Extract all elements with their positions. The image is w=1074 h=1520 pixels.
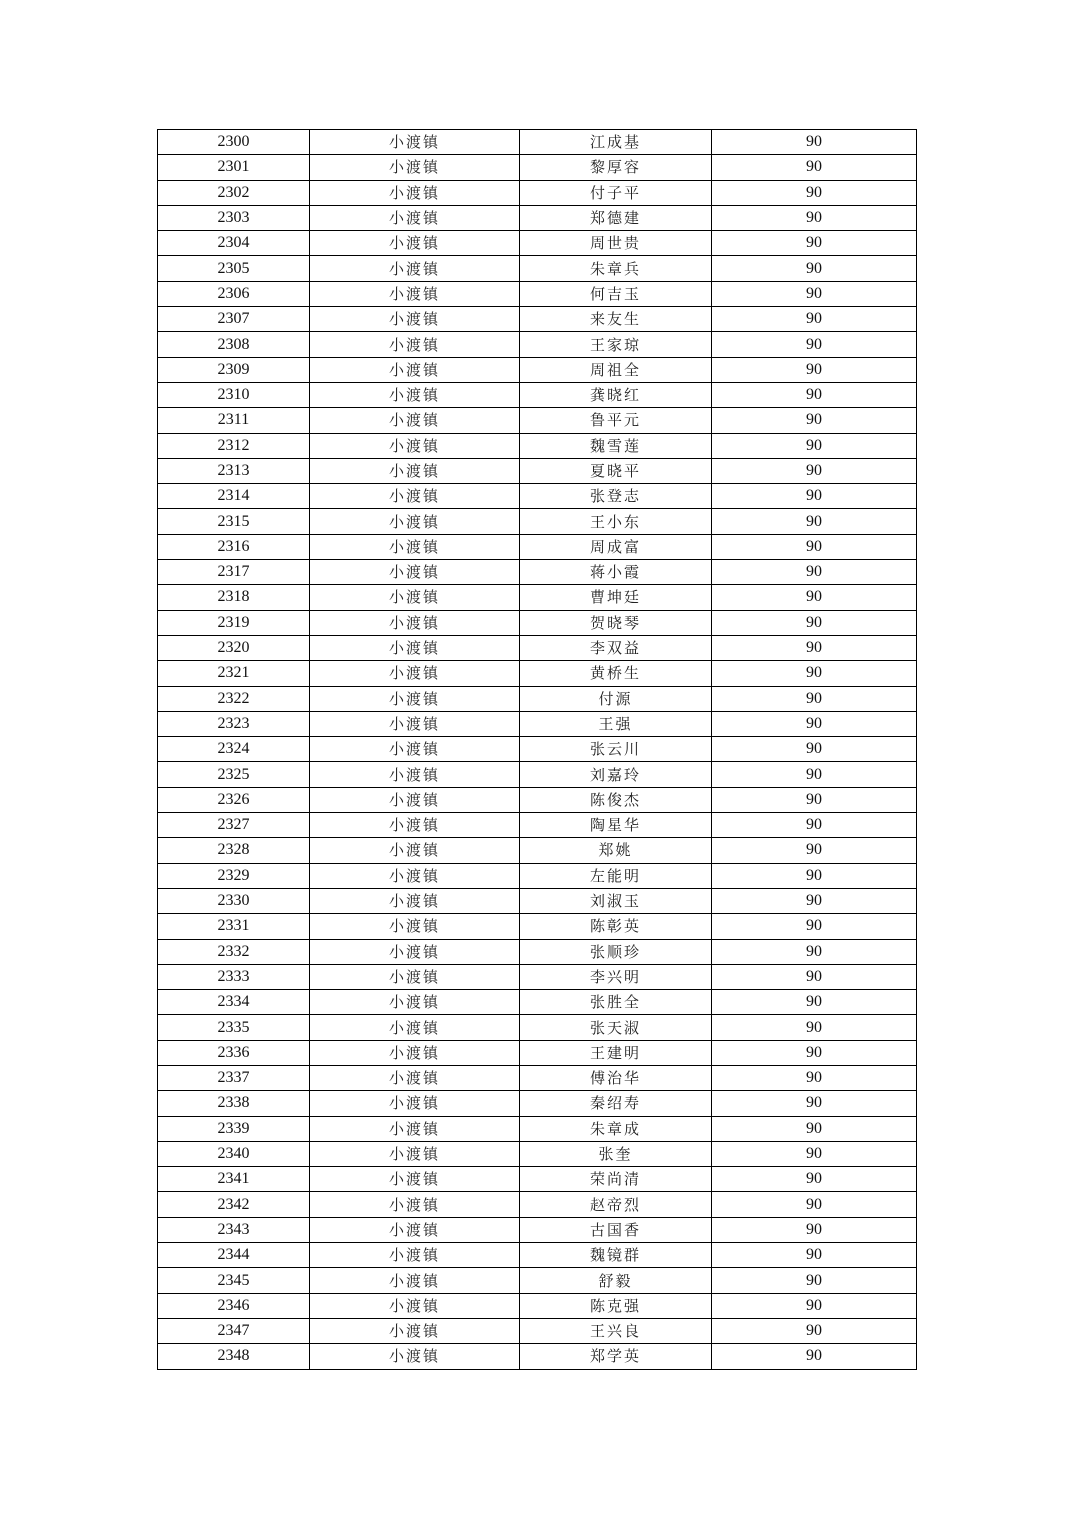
table-row — [158, 1015, 917, 1040]
serial-number-cell: 2327 — [158, 813, 310, 838]
name-cell: 张奎 — [520, 1141, 712, 1166]
score-cell: 90 — [712, 610, 917, 635]
score-cell: 90 — [712, 205, 917, 230]
serial-number-cell: 2334 — [158, 990, 310, 1015]
town-cell: 小渡镇 — [310, 1040, 520, 1065]
name-cell: 朱章成 — [520, 1116, 712, 1141]
table-row — [158, 1091, 917, 1116]
name-cell: 陈俊杰 — [520, 787, 712, 812]
town-cell: 小渡镇 — [310, 863, 520, 888]
name-cell: 何吉玉 — [520, 281, 712, 306]
score-cell: 90 — [712, 711, 917, 736]
table-row — [158, 914, 917, 939]
name-cell: 张胜全 — [520, 990, 712, 1015]
score-cell: 90 — [712, 382, 917, 407]
serial-number-cell: 2325 — [158, 762, 310, 787]
name-cell: 李双益 — [520, 635, 712, 660]
table-row — [158, 484, 917, 509]
town-cell: 小渡镇 — [310, 1015, 520, 1040]
town-cell: 小渡镇 — [310, 332, 520, 357]
town-cell: 小渡镇 — [310, 1344, 520, 1369]
name-cell: 郑姚 — [520, 838, 712, 863]
town-cell: 小渡镇 — [310, 1116, 520, 1141]
town-cell: 小渡镇 — [310, 1243, 520, 1268]
town-cell: 小渡镇 — [310, 458, 520, 483]
score-cell: 90 — [712, 964, 917, 989]
name-cell: 付子平 — [520, 180, 712, 205]
town-cell: 小渡镇 — [310, 1065, 520, 1090]
serial-number-cell: 2303 — [158, 205, 310, 230]
score-cell: 90 — [712, 1141, 917, 1166]
table-row — [158, 888, 917, 913]
town-cell: 小渡镇 — [310, 130, 520, 155]
score-cell: 90 — [712, 231, 917, 256]
name-cell: 夏晓平 — [520, 458, 712, 483]
table-row — [158, 1293, 917, 1318]
table-row — [158, 1318, 917, 1343]
town-cell: 小渡镇 — [310, 560, 520, 585]
table-row — [158, 458, 917, 483]
score-cell: 90 — [712, 155, 917, 180]
score-cell: 90 — [712, 130, 917, 155]
serial-number-cell: 2346 — [158, 1293, 310, 1318]
serial-number-cell: 2313 — [158, 458, 310, 483]
table-row — [158, 737, 917, 762]
town-cell: 小渡镇 — [310, 585, 520, 610]
score-cell: 90 — [712, 939, 917, 964]
name-cell: 郑德建 — [520, 205, 712, 230]
table-row — [158, 357, 917, 382]
name-cell: 鲁平元 — [520, 408, 712, 433]
score-cell: 90 — [712, 307, 917, 332]
serial-number-cell: 2329 — [158, 863, 310, 888]
table-row — [158, 863, 917, 888]
town-cell: 小渡镇 — [310, 1192, 520, 1217]
name-cell: 张登志 — [520, 484, 712, 509]
town-cell: 小渡镇 — [310, 408, 520, 433]
town-cell: 小渡镇 — [310, 888, 520, 913]
score-cell: 90 — [712, 534, 917, 559]
town-cell: 小渡镇 — [310, 1091, 520, 1116]
town-cell: 小渡镇 — [310, 838, 520, 863]
serial-number-cell: 2316 — [158, 534, 310, 559]
name-cell: 江成基 — [520, 130, 712, 155]
serial-number-cell: 2338 — [158, 1091, 310, 1116]
serial-number-cell: 2322 — [158, 686, 310, 711]
town-cell: 小渡镇 — [310, 737, 520, 762]
town-cell: 小渡镇 — [310, 256, 520, 281]
table-row — [158, 155, 917, 180]
table-row — [158, 1065, 917, 1090]
name-cell: 曹坤廷 — [520, 585, 712, 610]
score-cell: 90 — [712, 332, 917, 357]
town-cell: 小渡镇 — [310, 231, 520, 256]
name-cell: 周祖全 — [520, 357, 712, 382]
town-cell: 小渡镇 — [310, 661, 520, 686]
score-cell: 90 — [712, 1192, 917, 1217]
table-row — [158, 762, 917, 787]
score-cell: 90 — [712, 1091, 917, 1116]
name-cell: 刘淑玉 — [520, 888, 712, 913]
name-cell: 秦绍寿 — [520, 1091, 712, 1116]
town-cell: 小渡镇 — [310, 534, 520, 559]
serial-number-cell: 2340 — [158, 1141, 310, 1166]
serial-number-cell: 2342 — [158, 1192, 310, 1217]
serial-number-cell: 2305 — [158, 256, 310, 281]
serial-number-cell: 2341 — [158, 1167, 310, 1192]
name-cell: 周世贵 — [520, 231, 712, 256]
serial-number-cell: 2310 — [158, 382, 310, 407]
score-cell: 90 — [712, 762, 917, 787]
score-cell: 90 — [712, 509, 917, 534]
town-cell: 小渡镇 — [310, 711, 520, 736]
serial-number-cell: 2321 — [158, 661, 310, 686]
name-cell: 张云川 — [520, 737, 712, 762]
score-cell: 90 — [712, 357, 917, 382]
score-cell: 90 — [712, 180, 917, 205]
name-cell: 王家琼 — [520, 332, 712, 357]
score-cell: 90 — [712, 585, 917, 610]
table-row — [158, 1243, 917, 1268]
name-cell: 张顺珍 — [520, 939, 712, 964]
name-cell: 刘嘉玲 — [520, 762, 712, 787]
score-cell: 90 — [712, 408, 917, 433]
table-row — [158, 231, 917, 256]
table-row — [158, 1344, 917, 1369]
score-cell: 90 — [712, 560, 917, 585]
serial-number-cell: 2330 — [158, 888, 310, 913]
score-cell: 90 — [712, 1293, 917, 1318]
table-row — [158, 307, 917, 332]
roster-table-body — [158, 130, 917, 1370]
name-cell: 傅治华 — [520, 1065, 712, 1090]
score-cell: 90 — [712, 1015, 917, 1040]
serial-number-cell: 2315 — [158, 509, 310, 534]
table-row — [158, 130, 917, 155]
score-cell: 90 — [712, 1167, 917, 1192]
name-cell: 贺晓琴 — [520, 610, 712, 635]
table-row — [158, 686, 917, 711]
score-cell: 90 — [712, 433, 917, 458]
table-row — [158, 332, 917, 357]
table-row — [158, 1167, 917, 1192]
table-row — [158, 939, 917, 964]
name-cell: 陈克强 — [520, 1293, 712, 1318]
serial-number-cell: 2301 — [158, 155, 310, 180]
town-cell: 小渡镇 — [310, 1217, 520, 1242]
table-row — [158, 838, 917, 863]
table-row — [158, 382, 917, 407]
town-cell: 小渡镇 — [310, 813, 520, 838]
score-cell: 90 — [712, 1065, 917, 1090]
score-cell: 90 — [712, 990, 917, 1015]
town-cell: 小渡镇 — [310, 433, 520, 458]
score-cell: 90 — [712, 256, 917, 281]
table-row — [158, 661, 917, 686]
score-cell: 90 — [712, 1040, 917, 1065]
town-cell: 小渡镇 — [310, 155, 520, 180]
score-cell: 90 — [712, 737, 917, 762]
serial-number-cell: 2311 — [158, 408, 310, 433]
town-cell: 小渡镇 — [310, 635, 520, 660]
score-cell: 90 — [712, 914, 917, 939]
town-cell: 小渡镇 — [310, 281, 520, 306]
score-cell: 90 — [712, 863, 917, 888]
town-cell: 小渡镇 — [310, 484, 520, 509]
score-cell: 90 — [712, 813, 917, 838]
roster-table — [157, 129, 917, 1370]
serial-number-cell: 2317 — [158, 560, 310, 585]
score-cell: 90 — [712, 1344, 917, 1369]
name-cell: 朱章兵 — [520, 256, 712, 281]
serial-number-cell: 2300 — [158, 130, 310, 155]
table-row — [158, 635, 917, 660]
name-cell: 张天淑 — [520, 1015, 712, 1040]
serial-number-cell: 2335 — [158, 1015, 310, 1040]
serial-number-cell: 2307 — [158, 307, 310, 332]
name-cell: 王建明 — [520, 1040, 712, 1065]
town-cell: 小渡镇 — [310, 1141, 520, 1166]
name-cell: 来友生 — [520, 307, 712, 332]
name-cell: 王小东 — [520, 509, 712, 534]
table-row — [158, 408, 917, 433]
serial-number-cell: 2332 — [158, 939, 310, 964]
serial-number-cell: 2345 — [158, 1268, 310, 1293]
table-row — [158, 1040, 917, 1065]
name-cell: 郑学英 — [520, 1344, 712, 1369]
score-cell: 90 — [712, 635, 917, 660]
serial-number-cell: 2306 — [158, 281, 310, 306]
serial-number-cell: 2333 — [158, 964, 310, 989]
table-row — [158, 610, 917, 635]
town-cell: 小渡镇 — [310, 1318, 520, 1343]
name-cell: 荣尚清 — [520, 1167, 712, 1192]
name-cell: 舒毅 — [520, 1268, 712, 1293]
serial-number-cell: 2344 — [158, 1243, 310, 1268]
score-cell: 90 — [712, 1268, 917, 1293]
name-cell: 周成富 — [520, 534, 712, 559]
serial-number-cell: 2309 — [158, 357, 310, 382]
serial-number-cell: 2326 — [158, 787, 310, 812]
serial-number-cell: 2328 — [158, 838, 310, 863]
serial-number-cell: 2331 — [158, 914, 310, 939]
serial-number-cell: 2337 — [158, 1065, 310, 1090]
score-cell: 90 — [712, 1217, 917, 1242]
name-cell: 黄桥生 — [520, 661, 712, 686]
table-row — [158, 1141, 917, 1166]
table-row — [158, 560, 917, 585]
table-row — [158, 990, 917, 1015]
score-cell: 90 — [712, 484, 917, 509]
serial-number-cell: 2308 — [158, 332, 310, 357]
table-row — [158, 180, 917, 205]
name-cell: 陈彰英 — [520, 914, 712, 939]
town-cell: 小渡镇 — [310, 1293, 520, 1318]
table-row — [158, 711, 917, 736]
name-cell: 古国香 — [520, 1217, 712, 1242]
table-row — [158, 509, 917, 534]
score-cell: 90 — [712, 1243, 917, 1268]
serial-number-cell: 2343 — [158, 1217, 310, 1242]
table-row — [158, 1268, 917, 1293]
name-cell: 付源 — [520, 686, 712, 711]
score-cell: 90 — [712, 838, 917, 863]
name-cell: 李兴明 — [520, 964, 712, 989]
town-cell: 小渡镇 — [310, 914, 520, 939]
name-cell: 蒋小霞 — [520, 560, 712, 585]
town-cell: 小渡镇 — [310, 787, 520, 812]
name-cell: 赵帝烈 — [520, 1192, 712, 1217]
table-row — [158, 813, 917, 838]
score-cell: 90 — [712, 888, 917, 913]
name-cell: 魏镜群 — [520, 1243, 712, 1268]
table-row — [158, 1116, 917, 1141]
table-row — [158, 1192, 917, 1217]
town-cell: 小渡镇 — [310, 1268, 520, 1293]
name-cell: 黎厚容 — [520, 155, 712, 180]
serial-number-cell: 2320 — [158, 635, 310, 660]
table-row — [158, 256, 917, 281]
town-cell: 小渡镇 — [310, 180, 520, 205]
town-cell: 小渡镇 — [310, 382, 520, 407]
table-row — [158, 585, 917, 610]
name-cell: 魏雪莲 — [520, 433, 712, 458]
table-row — [158, 787, 917, 812]
table-row — [158, 433, 917, 458]
name-cell: 王兴良 — [520, 1318, 712, 1343]
score-cell: 90 — [712, 1116, 917, 1141]
score-cell: 90 — [712, 686, 917, 711]
serial-number-cell: 2318 — [158, 585, 310, 610]
serial-number-cell: 2348 — [158, 1344, 310, 1369]
table-row — [158, 205, 917, 230]
score-cell: 90 — [712, 281, 917, 306]
town-cell: 小渡镇 — [310, 1167, 520, 1192]
serial-number-cell: 2304 — [158, 231, 310, 256]
table-row — [158, 964, 917, 989]
score-cell: 90 — [712, 1318, 917, 1343]
serial-number-cell: 2324 — [158, 737, 310, 762]
serial-number-cell: 2302 — [158, 180, 310, 205]
serial-number-cell: 2314 — [158, 484, 310, 509]
serial-number-cell: 2347 — [158, 1318, 310, 1343]
table-row — [158, 281, 917, 306]
name-cell: 左能明 — [520, 863, 712, 888]
town-cell: 小渡镇 — [310, 357, 520, 382]
serial-number-cell: 2319 — [158, 610, 310, 635]
town-cell: 小渡镇 — [310, 307, 520, 332]
table-row — [158, 534, 917, 559]
town-cell: 小渡镇 — [310, 990, 520, 1015]
name-cell: 王强 — [520, 711, 712, 736]
name-cell: 陶星华 — [520, 813, 712, 838]
serial-number-cell: 2339 — [158, 1116, 310, 1141]
town-cell: 小渡镇 — [310, 610, 520, 635]
name-cell: 龚晓红 — [520, 382, 712, 407]
town-cell: 小渡镇 — [310, 939, 520, 964]
serial-number-cell: 2336 — [158, 1040, 310, 1065]
town-cell: 小渡镇 — [310, 964, 520, 989]
table-row — [158, 1217, 917, 1242]
score-cell: 90 — [712, 787, 917, 812]
town-cell: 小渡镇 — [310, 205, 520, 230]
serial-number-cell: 2323 — [158, 711, 310, 736]
town-cell: 小渡镇 — [310, 509, 520, 534]
town-cell: 小渡镇 — [310, 686, 520, 711]
score-cell: 90 — [712, 661, 917, 686]
serial-number-cell: 2312 — [158, 433, 310, 458]
town-cell: 小渡镇 — [310, 762, 520, 787]
score-cell: 90 — [712, 458, 917, 483]
